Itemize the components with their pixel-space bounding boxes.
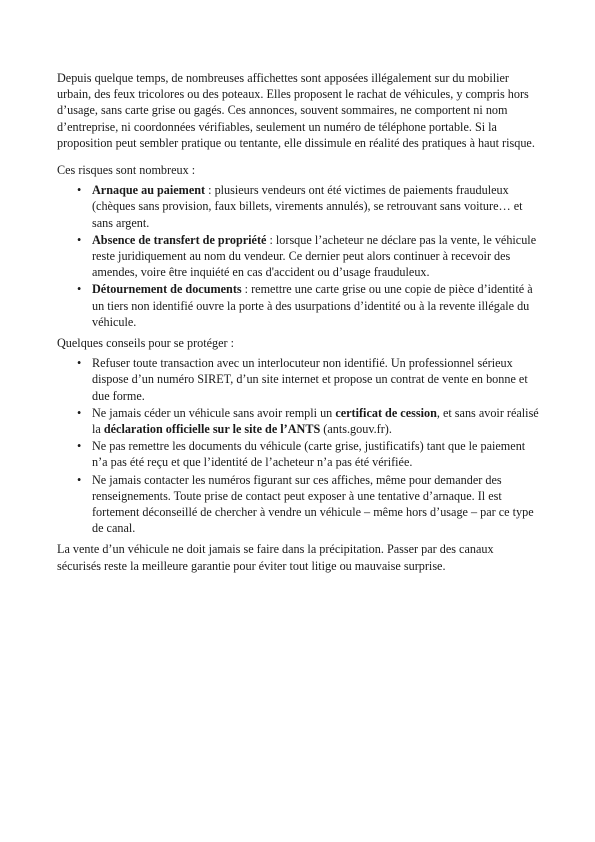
risks-list	[57, 182, 539, 330]
list-item-advice-contact	[77, 472, 539, 537]
advice-text: , et sans avoir réalisé la	[92, 405, 539, 437]
advice-bold-declaration: déclaration officielle sur le site de l’ANTS	[103, 422, 321, 437]
intro-paragraph: Depuis quelque temps, de nombreuses affichettes sont apposées illégalement sur du mobilier urbain, des feux tricolores ou des poteaux. Elles proposent le rachat de véhicules, y compris hors d’usage, sans carte grise ou gagés. Ces annonces, souvent sommaires, ne comportent ni nom d’entreprise, ni coordonnées vérifiables, seulement un numéro de téléphone portable. Si la proposition peut sembler pratique ou tentante, elle dissimule en réalité des pratiques à haut risque.	[57, 71, 535, 150]
risk-title: Absence de transfert de propriété	[92, 232, 267, 247]
list-item-advice-documents	[77, 438, 539, 470]
list-item-advice-refuse	[77, 355, 539, 404]
bullet-icon: •	[77, 232, 82, 247]
advice-list	[57, 355, 539, 536]
bullet-icon: •	[77, 405, 82, 420]
risks-heading: Ces risques sont nombreux :	[57, 163, 196, 178]
document-page	[57, 70, 539, 574]
conclusion-paragraph: La vente d’un véhicule ne doit jamais se faire dans la précipitation. Passer par des canaux sécurisés reste la meilleure garantie pour éviter tout litige ou mauvaise surprise.	[57, 542, 494, 573]
advice-heading: Quelques conseils pour se protéger :	[57, 336, 235, 351]
risk-title: Arnaque au paiement	[92, 183, 206, 198]
list-item-risk-payment	[77, 182, 539, 231]
risk-text: : plusieurs vendeurs ont été victimes de paiements frauduleux (chèques sans provision, faux billets, virements annulés), se retrouvant sans voiture… et sans argent.	[92, 183, 523, 230]
list-item-risk-documents	[77, 281, 539, 330]
risk-text: : lorsque l’acheteur ne déclare pas la vente, le véhicule reste juridiquement au nom du vendeur. Ce dernier peut alors continuer à recevoir des amendes, voire être inquiété en cas d'accident ou d’usage frauduleux.	[92, 232, 537, 280]
advice-bold-certificate: certificat de cession	[335, 405, 437, 420]
bullet-icon: •	[77, 282, 82, 297]
risk-text: : remettre une carte grise ou une copie de pièce d’identité à un tiers non identifié ouvre la porte à des usurpations d’identité ou à la revente illégale du véhicule.	[92, 282, 533, 329]
advice-text: Ne pas remettre les documents du véhicule (carte grise, justificatifs) tant que le paiement n’a pas été reçu et que l’identité de l’acheteur n’a pas été vérifiée.	[92, 439, 526, 470]
advice-text: Ne jamais céder un véhicule sans avoir rempli un	[92, 405, 336, 420]
bullet-icon: •	[77, 439, 82, 454]
bullet-icon: •	[77, 183, 82, 198]
bullet-icon: •	[77, 356, 82, 371]
list-item-advice-certificate	[77, 405, 539, 437]
risk-title: Détournement de documents	[92, 282, 242, 297]
bullet-icon: •	[77, 472, 82, 487]
advice-text: (ants.gouv.fr).	[320, 422, 392, 437]
advice-text: Ne jamais contacter les numéros figurant sur ces affiches, même pour demander des renseignements. Toute prise de contact peut exposer à une tentative d’arnaque. Il est fortement déconseillé de chercher à vendre un véhicule – même hors d’usage – par ce type de canal.	[92, 472, 534, 536]
list-item-risk-transfer	[77, 232, 539, 281]
advice-text: Refuser toute transaction avec un interlocuteur non identifié. Un professionnel sérieux dispose d’un numéro SIRET, d’un site internet et propose un contrat de vente en bonne et due forme.	[92, 356, 528, 403]
